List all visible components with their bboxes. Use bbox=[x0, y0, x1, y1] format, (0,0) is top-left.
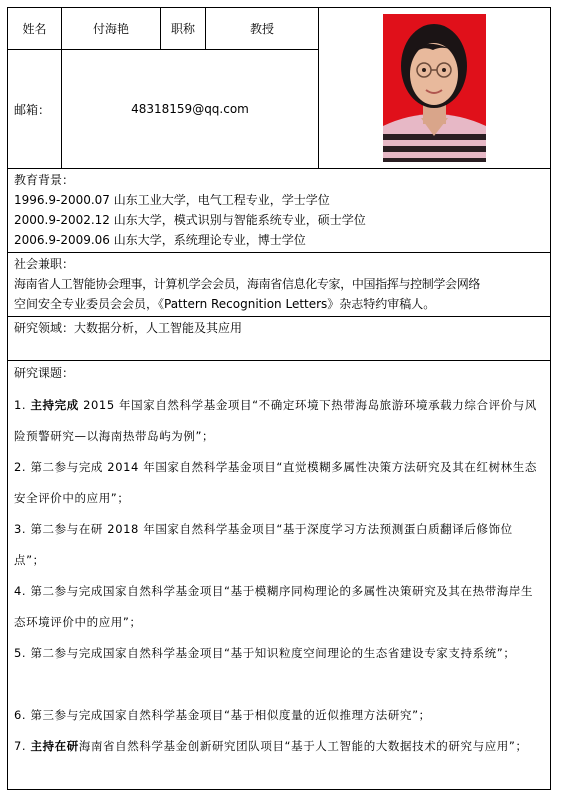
row-divider bbox=[7, 360, 551, 361]
row-divider bbox=[7, 168, 551, 169]
project-item: 7. 主持在研海南省自然科学基金创新研究团队项目“基于人工智能的大数据技术的研究与应用”； bbox=[14, 739, 528, 753]
project-item: 5. 第二参与完成国家自然科学基金项目“基于知识粒度空间理论的生态省建设专家支持系统”； bbox=[14, 646, 516, 660]
social-line: 海南省人工智能协会理事，计算机学会会员，海南省信息化专家，中国指挥与控制学会网络 bbox=[14, 277, 481, 291]
name-value: 付海艳 bbox=[92, 22, 129, 36]
title-value: 教授 bbox=[249, 22, 274, 36]
project-item: 2. 第二参与完成 2014 年国家自然科学基金项目“直觉模糊多属性决策方法研究及其在红树林生态安全评价中的应用”； bbox=[14, 460, 537, 505]
title-label: 职称 bbox=[170, 22, 195, 36]
row-divider bbox=[7, 316, 551, 317]
email-label: 邮箱： bbox=[14, 102, 51, 117]
name-label: 姓名 bbox=[22, 22, 47, 36]
education-item: 2006.9-2009.06 山东大学，系统理论专业，博士学位 bbox=[14, 233, 306, 247]
education-heading: 教育背景： bbox=[14, 173, 75, 187]
project-item: 6. 第三参与完成国家自然科学基金项目“基于相似度量的近似推理方法研究”； bbox=[14, 708, 431, 722]
col-divider bbox=[318, 7, 319, 168]
education-item: 2000.9-2002.12 山东大学，模式识别与智能系统专业，硕士学位 bbox=[14, 213, 366, 227]
project-item: 4. 第二参与完成国家自然科学基金项目“基于模糊序同构理论的多属性决策研究及其在热带海岸生态环境评价中的应用”； bbox=[14, 584, 534, 629]
email-value: 48318159@qq.com bbox=[131, 102, 249, 116]
project-item: 3. 第二参与在研 2018 年国家自然科学基金项目“基于深度学习方法预测蛋白质翻译后修饰位点”； bbox=[14, 522, 513, 567]
social-heading: 社会兼职： bbox=[14, 257, 75, 271]
portrait-photo bbox=[383, 14, 486, 162]
projects-heading: 研究课题： bbox=[14, 366, 75, 380]
social-line: 空间安全专业委员会会员，《Pattern Recognition Letters》杂志特约审稿人。 bbox=[14, 297, 436, 311]
project-item: 1. 主持完成 2015 年国家自然科学基金项目“不确定环境下热带海岛旅游环境承载力综合评价与风险预警研究—以海南热带岛屿为例”； bbox=[14, 398, 537, 443]
education-item: 1996.9-2000.07 山东工业大学，电气工程专业，学士学位 bbox=[14, 193, 330, 207]
row-divider bbox=[7, 252, 551, 253]
research-area: 研究领域：大数据分析，人工智能及其应用 bbox=[14, 321, 243, 335]
